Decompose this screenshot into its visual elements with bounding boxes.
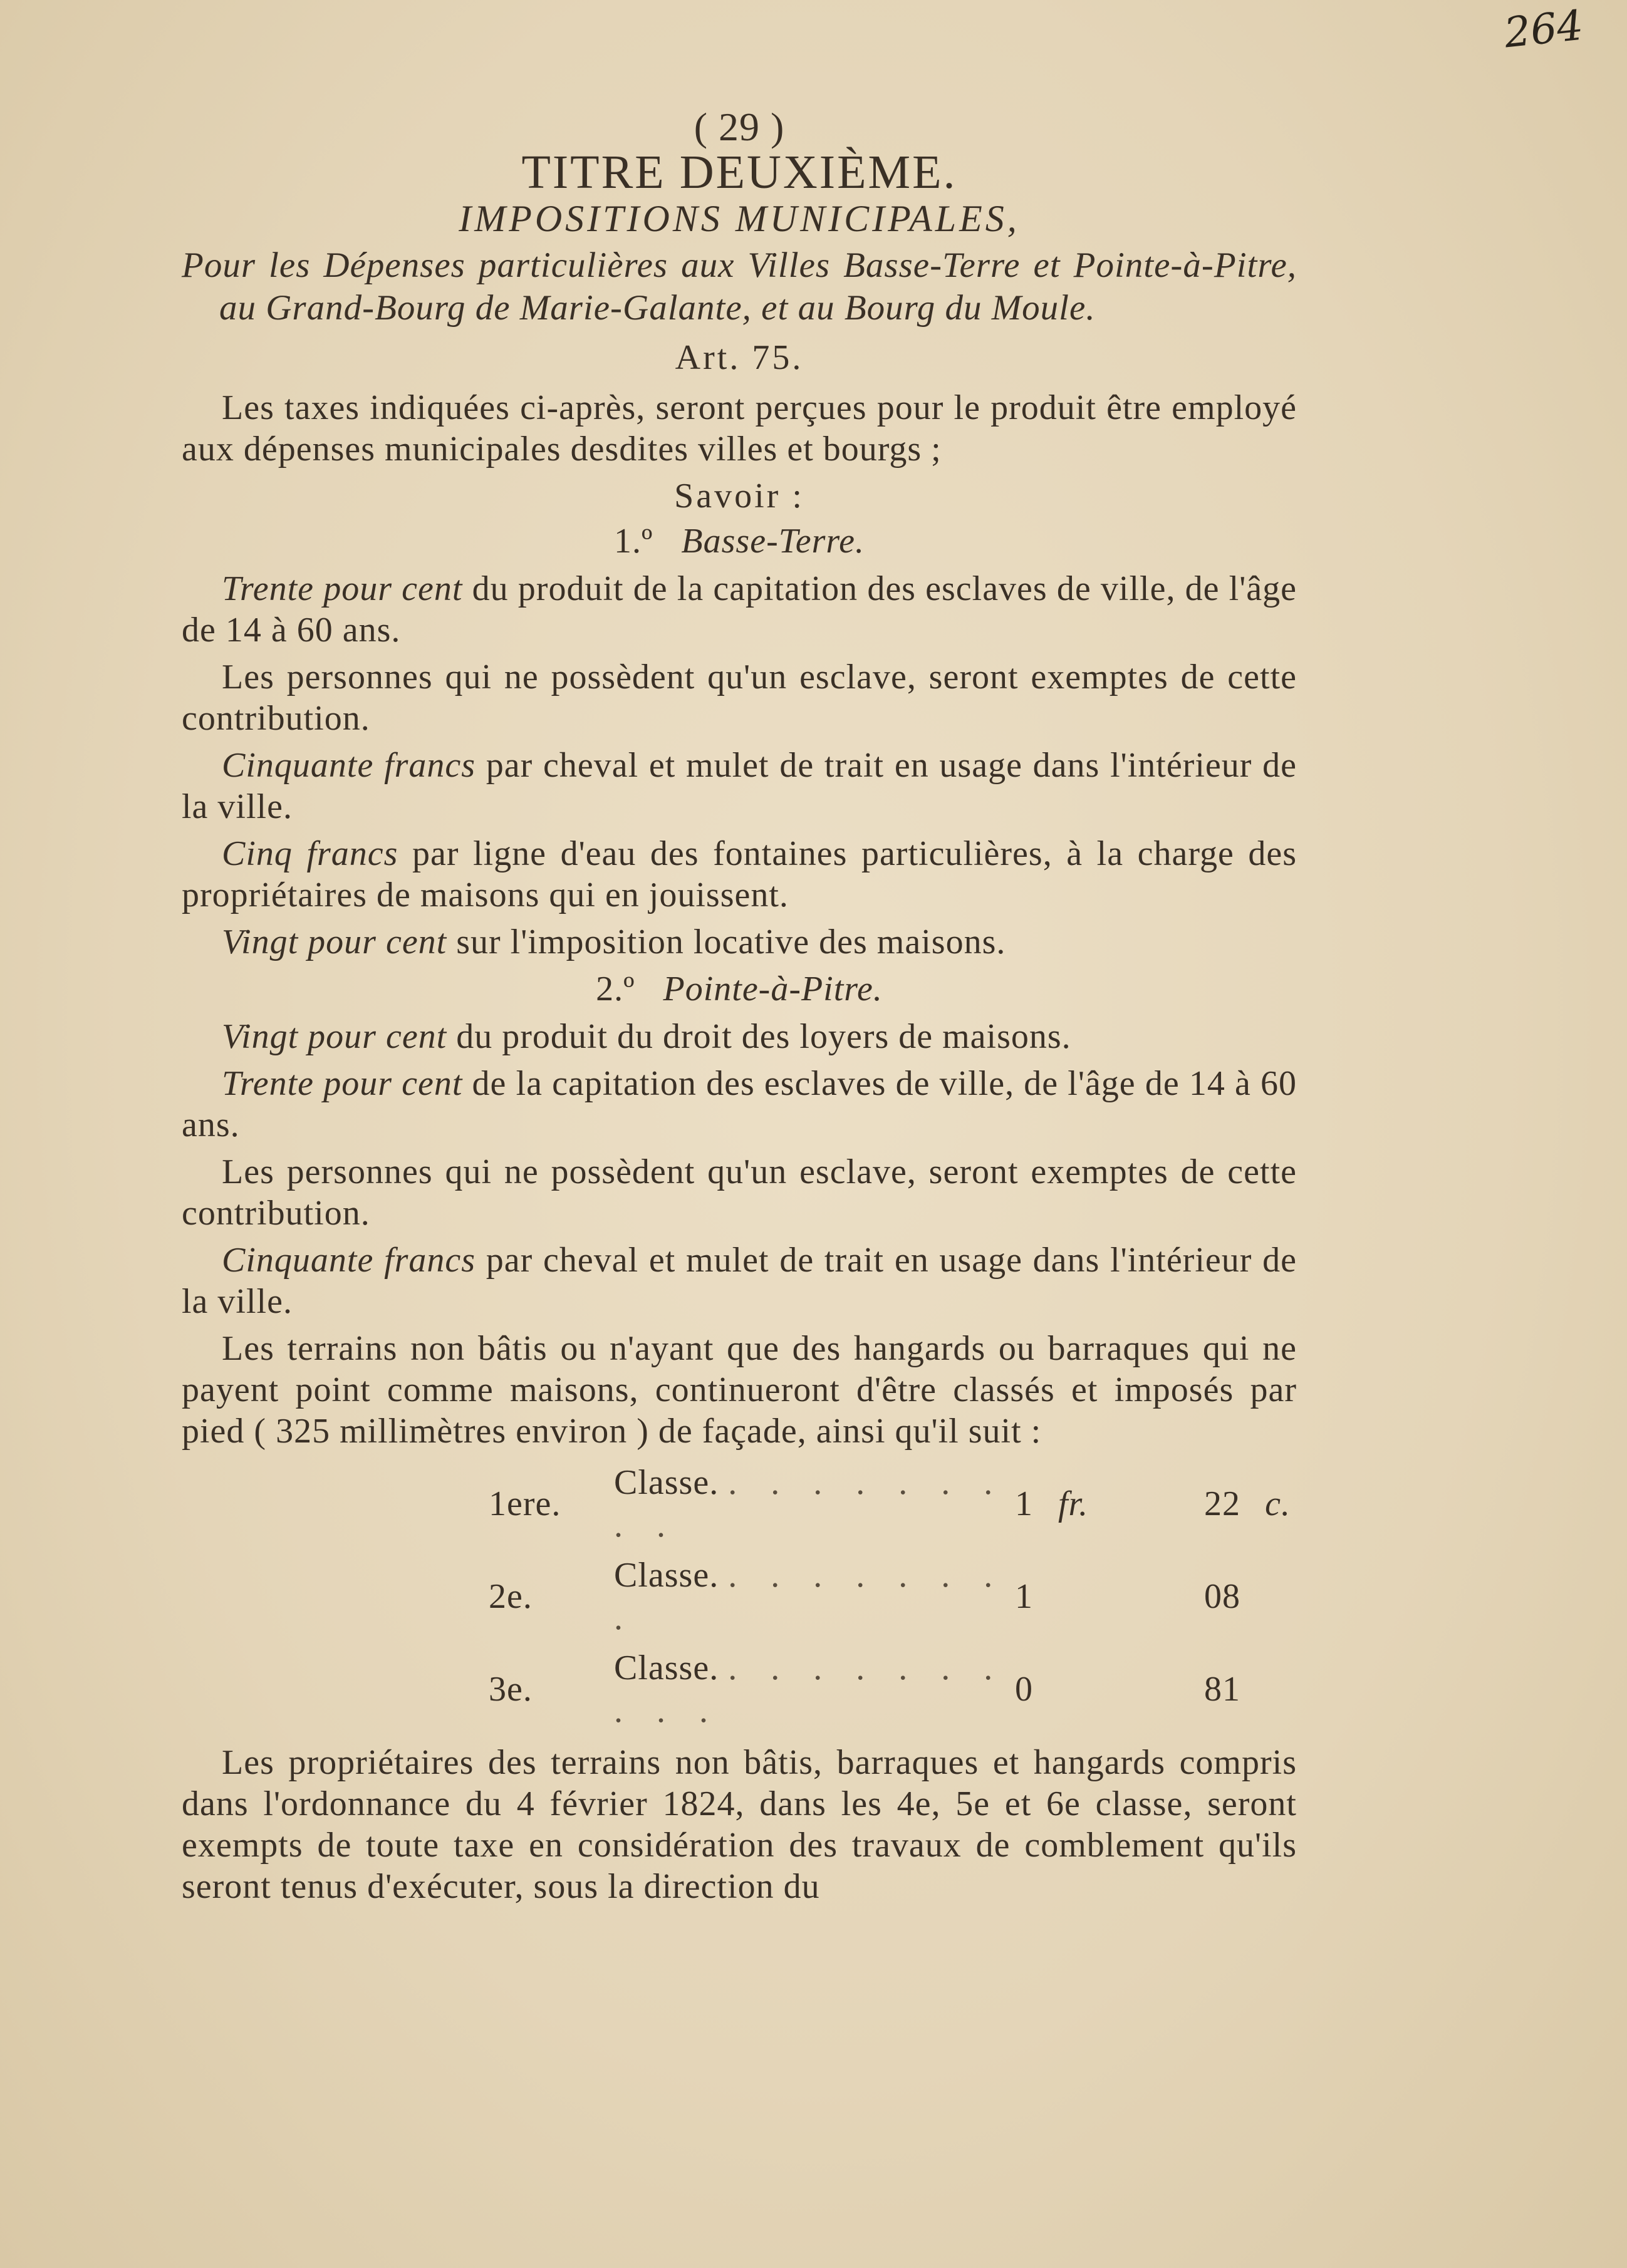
francs-value: 0 <box>1015 1670 1033 1709</box>
section-heading-pointe-a-pitre <box>182 968 1297 1010</box>
class-label: Classe. <box>614 1463 719 1502</box>
leader-dots: . . . . . . . . <box>614 1556 1006 1637</box>
class-number: 3e. <box>489 1670 533 1709</box>
paragraph <box>182 1240 1297 1322</box>
folio-number: 264 <box>1502 1 1586 58</box>
section-number: 1.º <box>614 522 653 561</box>
paragraph-emphasis: Vingt pour cent <box>222 1017 447 1056</box>
article-number: Art. 75. <box>675 338 804 377</box>
table-row <box>489 1458 1291 1550</box>
paragraph-emphasis: Cinq francs <box>222 834 398 873</box>
centimes-value: 22 <box>1204 1484 1240 1523</box>
paragraph-emphasis: Cinquante francs <box>222 746 476 785</box>
class-number: 2e. <box>489 1577 533 1616</box>
classes-table <box>489 1458 1291 1736</box>
francs-cell <box>1015 1550 1146 1643</box>
paragraph <box>182 568 1297 651</box>
section-name: Pointe-à-Pitre. <box>663 970 883 1008</box>
class-label: Classe. <box>614 1649 719 1687</box>
closing-paragraph: Les propriétaires des terrains non bâtis, barraques et hangards compris dans l'ordonnance du 4 février 1824, dans les 4e, 5e et 6e classe, seront exempts de toute taxe en considération des travaux de comblement qu'ils seront tenus d'exécuter, sous la direction du <box>182 1743 1297 1906</box>
table-row <box>489 1643 1291 1736</box>
paragraph-text: par cheval et mulet de trait en usage dans l'intérieur de la ville. <box>182 746 1297 826</box>
paragraph-text: Les terrains non bâtis ou n'ayant que des hangards ou barraques qui ne payent point comme maisons, continueront d'être classés et imposés par pied ( 325 millimètres environ ) de façade, ainsi qu'il suit : <box>182 1329 1297 1451</box>
francs-unit: fr. <box>1058 1484 1089 1523</box>
francs-value: 1 <box>1015 1484 1033 1523</box>
class-name <box>614 1550 1015 1643</box>
paragraph <box>182 1063 1297 1146</box>
centimes-value: 08 <box>1204 1577 1240 1616</box>
paragraph-text: de la capitation des esclaves de ville, de l'âge de 14 à 60 ans. <box>182 1064 1297 1144</box>
paragraph <box>182 833 1297 916</box>
class-label: Classe. <box>614 1556 719 1595</box>
paragraph-text: Les personnes qui ne possèdent qu'un esclave, seront exemptes de cette contribution. <box>182 1152 1297 1233</box>
paragraph-text: par cheval et mulet de trait en usage dans l'intérieur de la ville. <box>182 1241 1297 1321</box>
paragraph <box>182 921 1297 963</box>
paragraph-emphasis: Vingt pour cent <box>222 923 447 961</box>
paragraph-text: par ligne d'eau des fontaines particulières, à la charge des propriétaires de maisons qui en jouissent. <box>182 834 1297 914</box>
centimes-unit: c. <box>1265 1484 1291 1523</box>
francs-cell <box>1015 1458 1146 1550</box>
section-heading-basse-terre <box>182 520 1297 562</box>
francs-value: 1 <box>1015 1577 1033 1616</box>
paragraph <box>182 656 1297 739</box>
paragraph-emphasis: Trente pour cent <box>222 1064 463 1103</box>
centimes-unit <box>1240 1643 1291 1736</box>
leader-dots: . . . . . . . . . . <box>614 1649 1006 1730</box>
paragraph <box>182 1328 1297 1452</box>
francs-cell <box>1015 1643 1146 1736</box>
table-row <box>489 1550 1291 1643</box>
paragraph <box>182 1151 1297 1234</box>
paragraph-text: du produit de la capitation des esclaves de ville, de l'âge de 14 à 60 ans. <box>182 569 1297 650</box>
centimes-unit <box>1240 1550 1291 1643</box>
paragraph <box>182 745 1297 827</box>
leader-dots: . . . . . . . . . <box>614 1463 1006 1545</box>
savoir-label: Savoir : <box>674 477 804 515</box>
paragraph-text: du produit du droit des loyers de maisons. <box>447 1017 1071 1056</box>
subtitle: IMPOSITIONS MUNICIPALES, <box>459 198 1020 239</box>
paragraph-emphasis: Trente pour cent <box>222 569 463 608</box>
paragraph <box>182 1016 1297 1057</box>
paragraph-text: Les personnes qui ne possèdent qu'un esclave, seront exemptes de cette contribution. <box>182 658 1297 738</box>
paragraph-emphasis: Cinquante francs <box>222 1241 476 1280</box>
class-name <box>614 1643 1015 1736</box>
centimes-value: 81 <box>1204 1670 1240 1709</box>
section-heading: Pour les Dépenses particulières aux Villes Basse-Terre et Pointe-à-Pitre, au Grand-Bourg de Marie-Galante, et au Bourg du Moule. <box>182 246 1297 328</box>
class-name <box>614 1458 1015 1550</box>
page-number: ( 29 ) <box>694 105 785 149</box>
paragraph-text: sur l'imposition locative des maisons. <box>447 923 1006 961</box>
class-number: 1ere. <box>489 1484 561 1523</box>
intro-paragraph: Les taxes indiquées ci-après, seront perçues pour le produit être employé aux dépenses municipales desdites villes et bourgs ; <box>182 388 1297 469</box>
page-title: TITRE DEUXIÈME. <box>521 146 957 199</box>
section-name: Basse-Terre. <box>681 522 865 561</box>
section-number: 2.º <box>596 970 635 1008</box>
body-text <box>182 106 1297 1913</box>
